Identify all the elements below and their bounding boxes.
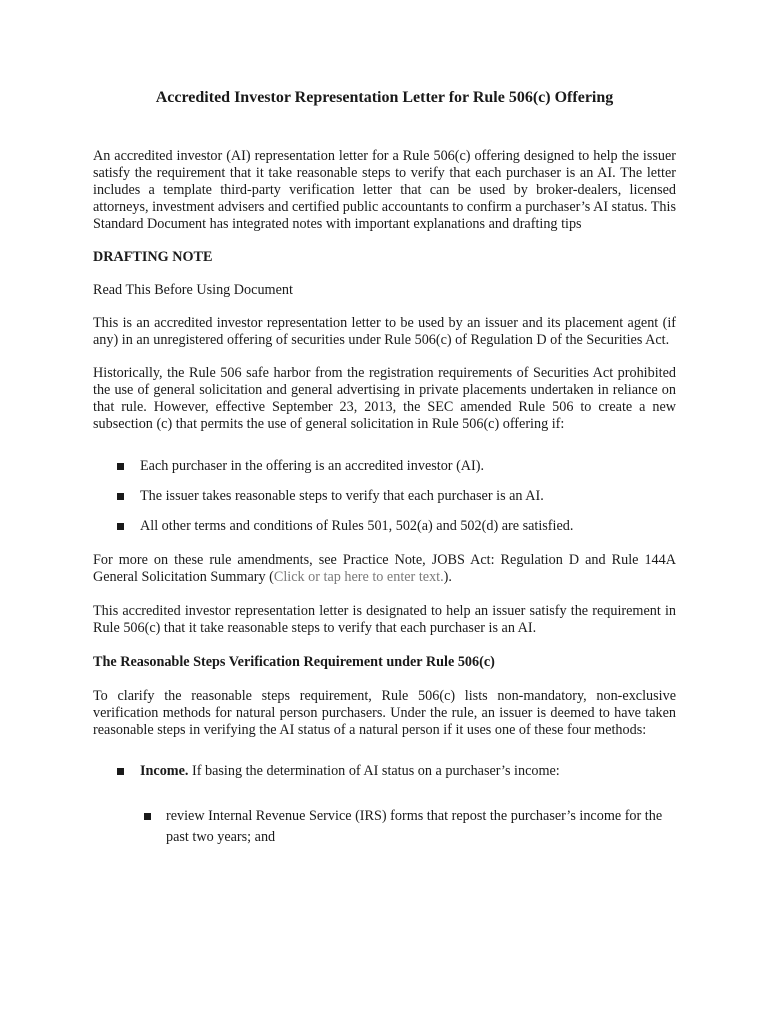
read-before-text: Read This Before Using Document [93, 282, 293, 298]
square-bullet-icon [144, 813, 151, 820]
income-label: Income. [140, 763, 189, 779]
history-paragraph: Historically, the Rule 506 safe harbor from the registration requirements of Securities Act prohibited the use of general solicitation and general advertising in private placements undertaken in reliance on that rule. However, effective September 23, 2013, the SEC amended Rule 506 to create a new subsection (c) that permits the use of general solicitation in Rule 506(c) offering if: [93, 365, 676, 432]
conditions-list [93, 458, 676, 535]
purpose-paragraph: This is an accredited investor representation letter to be used by an issuer and its placement agent (if any) in an unregistered offering of securities under Rule 506(c) of Regulation D of the Securities Act. [93, 315, 676, 348]
square-bullet-icon [117, 768, 124, 775]
list-item [93, 763, 676, 780]
condition-text: All other terms and conditions of Rules 501, 502(a) and 502(d) are satisfied. [140, 518, 574, 534]
more-info-suffix: ). [443, 569, 452, 585]
document-page [93, 88, 676, 848]
clarify-paragraph: To clarify the reasonable steps requirement, Rule 506(c) lists non-mandatory, non-exclusive verification methods for natural person purchasers. Under the rule, an issuer is deemed to have taken reasonable steps in verifying the AI status of a natural person if it uses one of these four methods: [93, 688, 676, 738]
list-item [93, 458, 676, 475]
reasonable-steps-heading: The Reasonable Steps Verification Requirement under Rule 506(c) [93, 654, 495, 670]
list-item [93, 488, 676, 505]
square-bullet-icon [117, 493, 124, 500]
square-bullet-icon [117, 523, 124, 530]
condition-text: The issuer takes reasonable steps to verify that each purchaser is an AI. [140, 488, 544, 504]
drafting-note-heading: DRAFTING NOTE [93, 249, 213, 265]
more-info-text: For more on these rule amendments, see Practice Note, JOBS Act: Regulation D and Rule 144A General Solicitation Summary ( [93, 552, 676, 585]
text-placeholder-field[interactable]: Click or tap here to enter text. [273, 569, 444, 585]
condition-text: Each purchaser in the offering is an accredited investor (AI). [140, 458, 485, 474]
list-item [93, 518, 676, 535]
intro-paragraph: An accredited investor (AI) representation letter for a Rule 506(c) offering designed to help the issuer satisfy the requirement that it take reasonable steps to verify that each purchaser is an AI. The letter includes a template third-party verification letter that can be used by broker-dealers, licensed attorneys, investment advisers and certified public accountants to confirm a purchaser’s AI status. This Standard Document has integrated notes with important explanations and drafting tips [93, 148, 676, 232]
designated-paragraph: This accredited investor representation letter is designated to help an issuer satisfy the requirement in Rule 506(c) that it take reasonable steps to verify that each purchaser is an AI. [93, 603, 676, 636]
document-title: Accredited Investor Representation Letter for Rule 506(c) Offering [155, 89, 614, 106]
square-bullet-icon [117, 463, 124, 470]
income-text: If basing the determination of AI status on a purchaser’s income: [188, 763, 560, 779]
income-sub-list [93, 806, 676, 848]
income-sub-text: review Internal Revenue Service (IRS) forms that repost the purchaser’s income for the past two years; and [166, 808, 663, 845]
methods-list [93, 763, 676, 780]
more-info-paragraph [93, 552, 676, 586]
list-item [93, 806, 676, 848]
